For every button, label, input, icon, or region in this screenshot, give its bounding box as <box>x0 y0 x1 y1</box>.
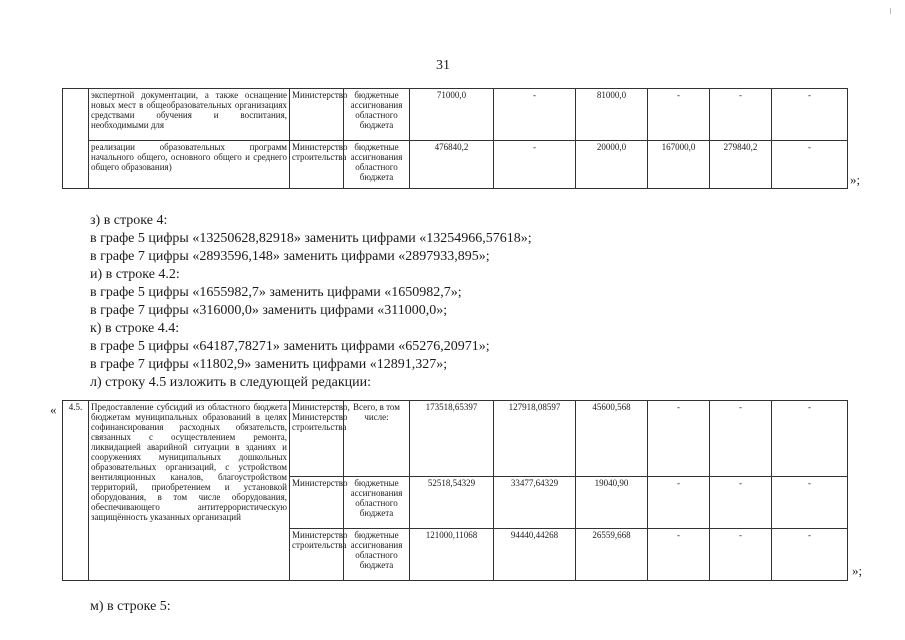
instruction-line: к) в строке 4.4: <box>90 321 180 336</box>
instruction-line: з) в строке 4: <box>90 213 168 228</box>
value-cell: - <box>648 529 710 581</box>
row-4-5-table <box>62 400 848 581</box>
value-cell: 127918,08597 <box>494 401 576 477</box>
executor-cell: Министерство <box>290 89 344 141</box>
instruction-line: в графе 7 цифры «316000,0» заменить цифрами «311000,0»; <box>90 303 448 318</box>
value-cell: - <box>710 401 772 477</box>
value-cell: 19040,90 <box>576 477 648 529</box>
table2-closing-quote: »; <box>852 563 863 578</box>
executor-cell: Министерство строительства <box>290 529 344 581</box>
value-cell: - <box>710 477 772 529</box>
value-cell: - <box>648 401 710 477</box>
value-cell: - <box>772 141 848 189</box>
value-cell: 26559,668 <box>576 529 648 581</box>
table2-opening-quote: « <box>50 402 57 417</box>
executor-cell: Министерство, Министерство строительства <box>290 401 344 477</box>
value-cell: - <box>772 89 848 141</box>
value-cell: 121000,11068 <box>410 529 494 581</box>
value-cell: 45600,568 <box>576 401 648 477</box>
instruction-line: в графе 5 цифры «1655982,7» заменить цифрами «1650982,7»; <box>90 285 462 300</box>
continuation-table <box>62 88 848 189</box>
value-cell: - <box>494 89 576 141</box>
source-cell: бюджетные ассигнования областного бюджета <box>344 529 410 581</box>
table-row <box>63 141 848 189</box>
instructions-block <box>90 212 532 392</box>
description-cell: экспертной документации, а также оснащение новых мест в общеобразовательных организациях средствами обучения и воспитания, необходимыми для <box>89 89 290 141</box>
instruction-line: и) в строке 4.2: <box>90 267 180 282</box>
value-cell: 52518,54329 <box>410 477 494 529</box>
instruction-line: м) в строке 5: <box>90 599 171 614</box>
value-cell: - <box>494 141 576 189</box>
description-cell: реализации образовательных программ начального общего, основного общего и среднего общего образования) <box>89 141 290 189</box>
value-cell: 279840,2 <box>710 141 772 189</box>
value-cell: - <box>772 401 848 477</box>
instruction-line: в графе 7 цифры «2893596,148» заменить цифрами «2897933,895»; <box>90 249 490 264</box>
num-cell <box>63 89 89 189</box>
instruction-line: в графе 7 цифры «11802,9» заменить цифрами «12891,327»; <box>90 357 448 372</box>
value-cell: 20000,0 <box>576 141 648 189</box>
value-cell: 71000,0 <box>410 89 494 141</box>
value-cell: 476840,2 <box>410 141 494 189</box>
value-cell: - <box>710 89 772 141</box>
source-cell: Всего, в том числе: <box>344 401 410 477</box>
value-cell: 94440,44268 <box>494 529 576 581</box>
value-cell: 81000,0 <box>576 89 648 141</box>
table-row <box>63 89 848 141</box>
executor-cell: Министерство строительства <box>290 141 344 189</box>
source-cell: бюджетные ассигнования областного бюджета <box>344 89 410 141</box>
source-cell: бюджетные ассигнования областного бюджета <box>344 141 410 189</box>
value-cell: - <box>772 477 848 529</box>
instruction-line: в графе 5 цифры «64187,78271» заменить цифрами «65276,20971»; <box>90 339 490 354</box>
value-cell: 167000,0 <box>648 141 710 189</box>
value-cell: - <box>772 529 848 581</box>
row-number-cell: 4.5. <box>63 401 89 581</box>
instruction-line: л) строку 4.5 изложить в следующей редакции: <box>90 375 372 390</box>
executor-cell: Министерство <box>290 477 344 529</box>
value-cell: - <box>648 89 710 141</box>
scan-corner-mark <box>890 8 894 14</box>
description-cell: Предоставление субсидий из областного бюджета бюджетам муниципальных образований в целях софинансирования расходных обязательств, связанных с осуществлением ремонта, ликвидацией аварийной ситуации в зданиях и сооружениях муниципальных дошкольных образовательных организаций, с устройством вентиляционных каналов, благоустройством территорий, приобретением и установкой оборудования, в том числе оборудования, обеспечивающего антитеррористическую защищённость указанных организаций <box>89 401 290 581</box>
value-cell: 173518,65397 <box>410 401 494 477</box>
value-cell: 33477,64329 <box>494 477 576 529</box>
source-cell: бюджетные ассигнования областного бюджета <box>344 477 410 529</box>
table-row <box>63 401 848 477</box>
page-number: 31 <box>436 58 450 73</box>
instruction-line: в графе 5 цифры «13250628,82918» заменить цифрами «13254966,57618»; <box>90 231 532 246</box>
table1-closing-quote: »; <box>850 172 861 187</box>
value-cell: - <box>710 529 772 581</box>
value-cell: - <box>648 477 710 529</box>
